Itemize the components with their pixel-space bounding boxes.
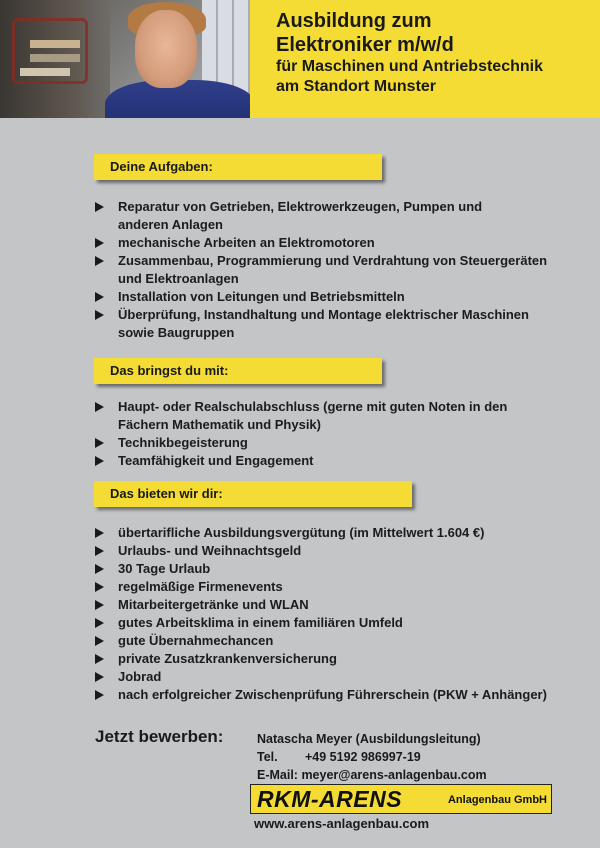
list-item: übertarifliche Ausbildungsvergütung (im Mittelwert 1.604 €) — [95, 524, 565, 542]
list-item: nach erfolgreicher Zwischenprüfung Führerschein (PKW + Anhänger) — [95, 686, 565, 704]
arrow-right-icon — [95, 528, 104, 538]
list-item: Zusammenbau, Programmierung und Verdrahtung von Steuergeräten — [95, 252, 565, 270]
section-heading-bieten: Das bieten wir dir: — [94, 481, 412, 507]
list-item: Reparatur von Getrieben, Elektrowerkzeugen, Pumpen und — [95, 198, 565, 216]
contact-email[interactable]: E-Mail: meyer@arens-anlagenbau.com — [257, 768, 487, 782]
logo-brand: RKM-ARENS — [257, 786, 403, 812]
section-heading-aufgaben: Deine Aufgaben: — [94, 154, 382, 180]
person-face — [135, 10, 197, 88]
list-item: Haupt- oder Realschulabschluss (gerne mit guten Noten in den — [95, 398, 565, 416]
list-item-continued: und Elektroanlagen — [118, 271, 239, 286]
list-item-continued: sowie Baugruppen — [118, 325, 235, 340]
contact-name: Natascha Meyer (Ausbildungsleitung) — [257, 732, 481, 746]
website-link[interactable]: www.arens-anlagenbau.com — [254, 816, 430, 831]
contact-phone[interactable] — [257, 748, 487, 766]
arrow-right-icon — [95, 618, 104, 628]
list-item: mechanische Arbeiten an Elektromotoren — [95, 234, 565, 252]
arrow-right-icon — [95, 654, 104, 664]
list-item: Urlaubs- und Weihnachtsgeld — [95, 542, 565, 560]
aufgaben-list — [95, 198, 565, 342]
company-logo — [250, 784, 552, 814]
list-item: Mitarbeitergetränke und WLAN — [95, 596, 565, 614]
title-box — [250, 0, 600, 118]
list-item: Technikbegeisterung — [95, 434, 565, 452]
list-item: Überprüfung, Instandhaltung und Montage elektrischer Maschinen — [95, 306, 565, 324]
arrow-right-icon — [95, 582, 104, 592]
subtitle-line-1: für Maschinen und Antriebstechnik — [276, 58, 543, 75]
list-item-continued: anderen Anlagen — [118, 217, 223, 232]
machine-background — [0, 0, 110, 118]
list-item: gutes Arbeitsklima in einem familiären Umfeld — [95, 614, 565, 632]
arrow-right-icon — [95, 672, 104, 682]
contact-block — [257, 730, 487, 784]
bringst-list — [95, 398, 565, 470]
list-item-continued: Fächern Mathematik und Physik) — [118, 417, 321, 432]
phone-label: Tel. — [257, 750, 278, 764]
arrow-right-icon — [95, 292, 104, 302]
bieten-list — [95, 524, 565, 704]
title-line-1: Ausbildung zum — [276, 10, 432, 32]
arrow-right-icon — [95, 690, 104, 700]
list-item: Teamfähigkeit und Engagement — [95, 452, 565, 470]
arrow-right-icon — [95, 546, 104, 556]
phone-number[interactable]: +49 5192 986997-19 — [305, 750, 421, 764]
list-item: gute Übernahmechancen — [95, 632, 565, 650]
arrow-right-icon — [95, 202, 104, 212]
arrow-right-icon — [95, 256, 104, 266]
title-line-2: Elektroniker m/w/d — [276, 34, 454, 56]
list-item: regelmäßige Firmenevents — [95, 578, 565, 596]
arrow-right-icon — [95, 636, 104, 646]
arrow-right-icon — [95, 402, 104, 412]
subtitle-line-2: am Standort Munster — [276, 78, 437, 95]
arrow-right-icon — [95, 564, 104, 574]
list-item: private Zusatzkrankenversicherung — [95, 650, 565, 668]
logo-suffix: Anlagenbau GmbH — [447, 794, 547, 806]
arrow-right-icon — [95, 438, 104, 448]
arrow-right-icon — [95, 456, 104, 466]
list-item: Installation von Leitungen und Betriebsmitteln — [95, 288, 565, 306]
list-item: Jobrad — [95, 668, 565, 686]
arrow-right-icon — [95, 310, 104, 320]
section-heading-bringst: Das bringst du mit: — [94, 358, 382, 384]
arrow-right-icon — [95, 600, 104, 610]
arrow-right-icon — [95, 238, 104, 248]
list-item: 30 Tage Urlaub — [95, 560, 565, 578]
apprentice-photo — [0, 0, 250, 118]
apply-heading: Jetzt bewerben: — [95, 727, 224, 746]
